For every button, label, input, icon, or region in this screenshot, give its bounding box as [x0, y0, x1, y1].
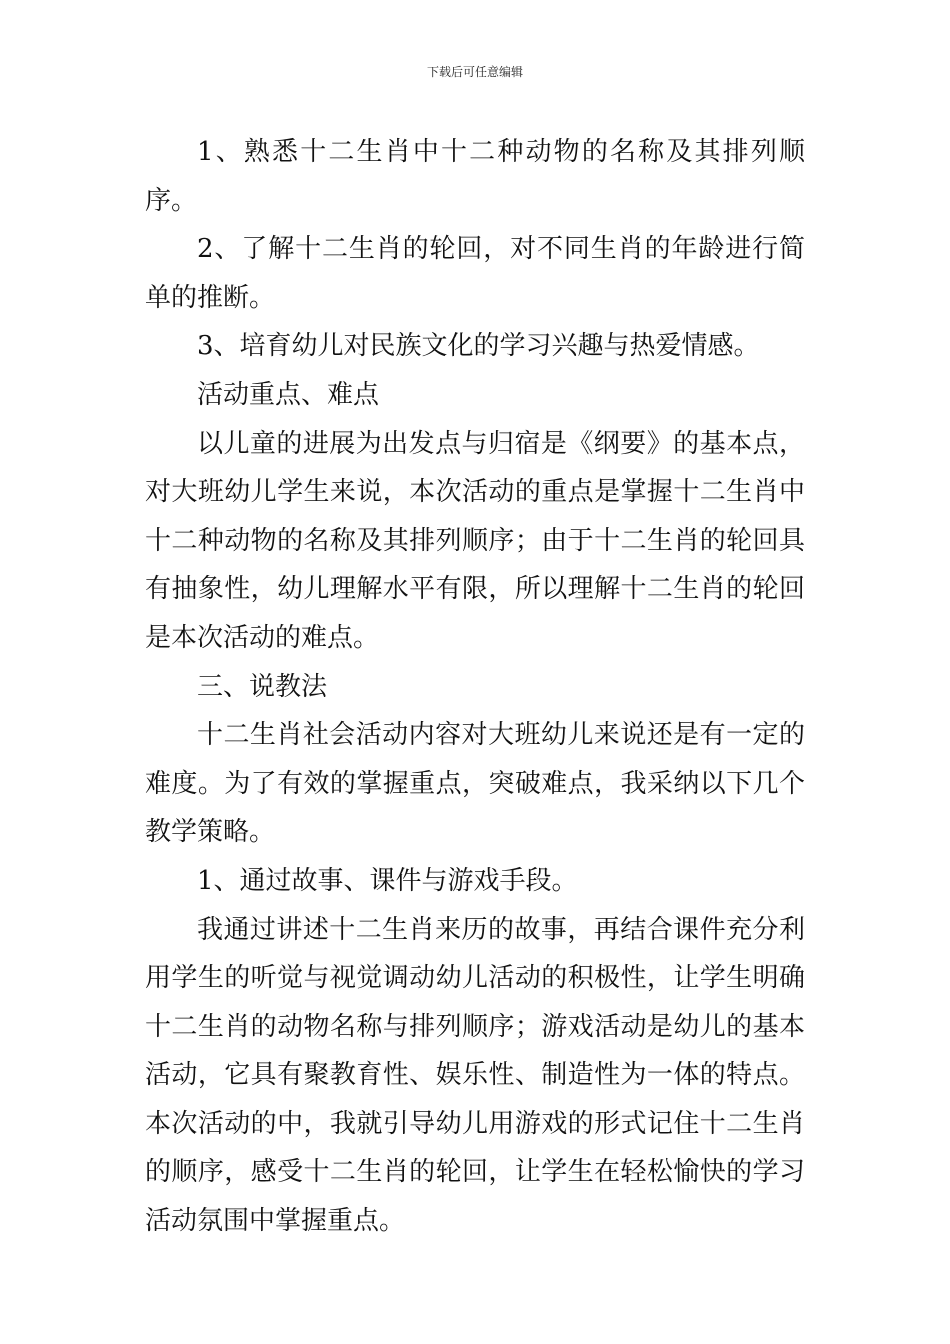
page-header: 下载后可任意编辑 — [426, 65, 523, 79]
section-heading-teaching-method: 三、说教法 — [197, 671, 328, 702]
section-heading-key-points: 活动重点、难点 — [197, 379, 380, 410]
paragraph-objective-2: 2、了解十二生肖的轮回，对不同生肖的年龄进行简单的推断。 — [145, 234, 805, 313]
paragraph-key-points: 以儿童的进展为出发点与归宿是《纲要》的基本点，对大班幼儿学生来说，本次活动的重点是掌握十二生肖中十二种动物的名称及其排列顺序；由于十二生肖的轮回具有抽象性，幼儿理解水平有限，所以理解十二生肖的轮回是本次活动的难点。 — [145, 428, 805, 653]
paragraph-objective-1: 1、熟悉十二生肖中十二种动物的名称及其排列顺序。 — [145, 137, 805, 216]
paragraph-strategy-1-title: 1、通过故事、课件与游戏手段。 — [197, 865, 578, 896]
paragraph-strategy-1-body: 我通过讲述十二生肖来历的故事，再结合课件充分利用学生的听觉与视觉调动幼儿活动的积极性，让学生明确十二生肖的动物名称与排列顺序；游戏活动是幼儿的基本活动，它具有聚教育性、娱乐性、制造性为一体的特点。本次活动的中，我就引导幼儿用游戏的形式记住十二生肖的顺序，感受十二生肖的轮回，让学生在轻松愉快的学习活动氛围中掌握重点。 — [145, 914, 805, 1237]
document-body — [145, 128, 805, 1246]
paragraph-teaching-method: 十二生肖社会活动内容对大班幼儿来说还是有一定的难度。为了有效的掌握重点，突破难点，我采纳以下几个教学策略。 — [145, 720, 805, 848]
paragraph-objective-3: 3、培育幼儿对民族文化的学习兴趣与热爱情感。 — [197, 331, 760, 362]
